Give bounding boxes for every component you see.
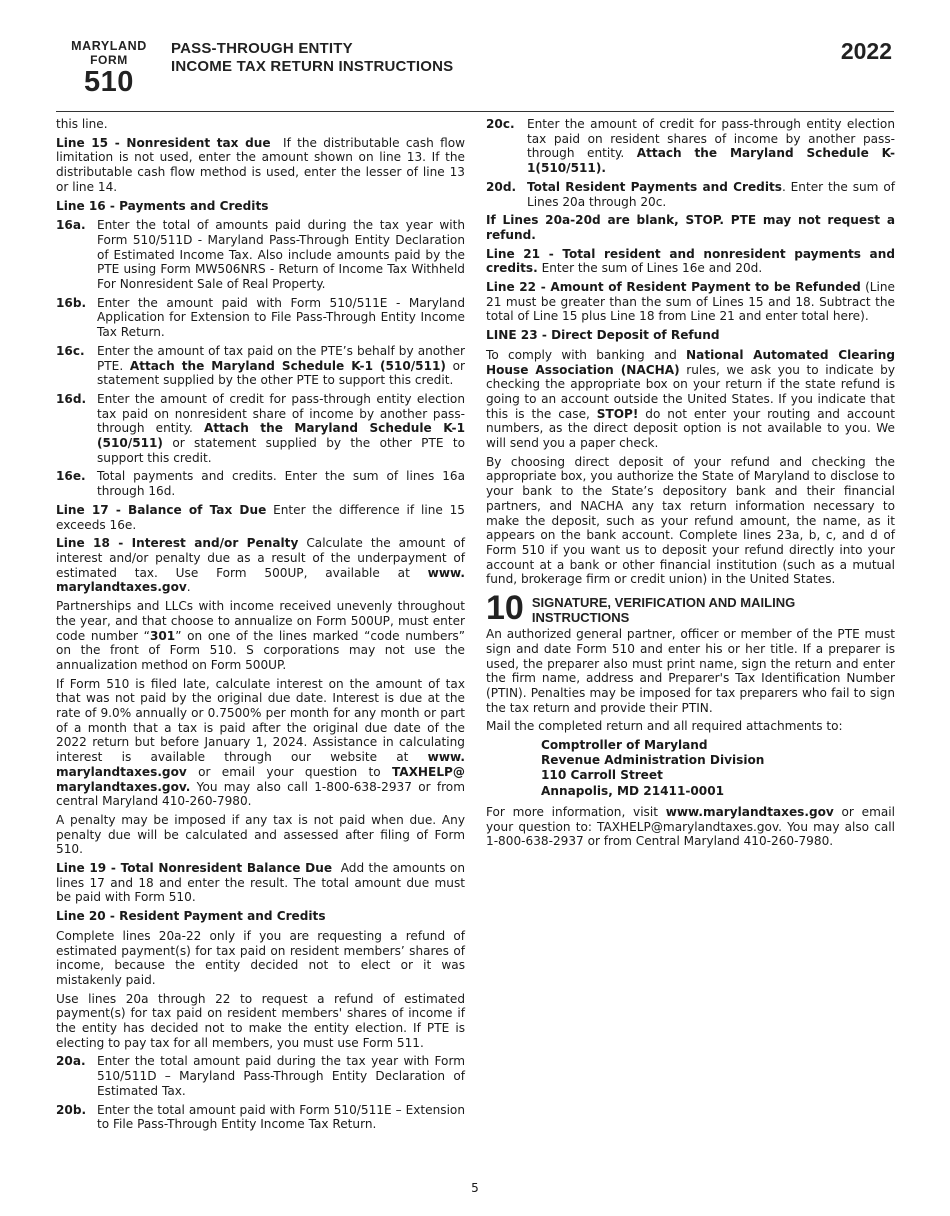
comply-text-d: do not enter your routing and account numbers, as the direct deposit option is not available to you. We will send you a paper check. [486, 406, 895, 451]
line-21 [486, 247, 895, 276]
item-16d-attach: Attach the Maryland Schedule K-1 (510/511) [97, 421, 465, 451]
section-10-title-line-2: INSTRUCTIONS [531, 610, 630, 626]
page-number: 5 [471, 1181, 479, 1195]
signature-paragraph: An authorized general partner, officer or member of the PTE must sign and date Form 510 and enter his or her title. If a preparer is used, the preparer also must print name, sign the return and enter the firm name, address and Preparer's Tax Identification Number (PTIN). Penalties may be imposed for tax preparers who fail to sign the tax return and provide their PTIN. [486, 627, 895, 715]
form-badge [62, 40, 156, 97]
line-18-website: www. marylandtaxes.gov [56, 565, 465, 595]
mailing-address [541, 738, 895, 799]
line-16-heading: Line 16 - Payments and Credits [56, 198, 269, 213]
line-18-heading: Line 18 - Interest and/or Penalty [56, 536, 299, 551]
item-16c-text [97, 344, 465, 388]
more-info-text-a: For more information, visit [486, 804, 658, 819]
late-text-b: or email your question to [198, 764, 381, 779]
comply-text-c: rules, we ask you to indicate by checking the appropriate box on your return if the state refund is going to an account outside the United States. If you indicate that this is the case, [486, 362, 895, 421]
address-line-1: Comptroller of Maryland [541, 738, 708, 753]
address-line-4: Annapolis, MD 21411-0001 [541, 783, 725, 798]
line-17-text: Enter the difference if line 15 exceeds 16e. [56, 502, 465, 532]
line-19 [56, 861, 465, 905]
direct-deposit-paragraph: By choosing direct deposit of your refund and checking the appropriate box, you authorize the State of Maryland to disclose to your bank to the State’s depository bank and their financial partners, and NACHA any tax return information necessary to make the deposit, such as your refund amount, the name, as it appears on the bank account. Complete lines 23a, b, c, and d of Form 510 if you want us to deposit your refund directly into your account at a bank or other financial institution (such as a mutual fund, brokerage firm or credit union) in the United States. [486, 454, 895, 587]
item-20a-text: Enter the total amount paid during the tax year with Form 510/511D – Maryland Pass-Through Entity Declaration of Estimated Tax. [97, 1054, 465, 1098]
item-16a [56, 218, 465, 292]
late-text-c: You may also call 1-800-638-2937 or from central Maryland 410-260-7980. [56, 779, 465, 809]
item-20b-key: 20b. [56, 1102, 87, 1117]
late-website: www. marylandtaxes.gov [56, 750, 465, 779]
annualize-text-b: ” on one of the lines marked “code numbers” on the front of Form 510. S corporations may not use the annualization method on Form 500UP. [56, 628, 465, 672]
item-20a-key: 20a. [56, 1054, 86, 1069]
line-23-heading: LINE 23 - Direct Deposit of Refund [486, 328, 720, 343]
item-16e-key: 16e. [56, 469, 86, 484]
line-18 [56, 536, 465, 595]
item-20d-part-c: . Enter the sum of Lines 20a through 20c. [527, 179, 895, 209]
item-16d-key: 16d. [56, 391, 87, 406]
continued-text: this line. [56, 117, 108, 131]
item-16a-key: 16a. [56, 218, 86, 233]
item-16b [56, 296, 465, 340]
line-20-heading: Line 20 - Resident Payment and Credits [56, 909, 326, 924]
line-22-text: (Line 21 must be greater than the sum of Lines 15 and 18. Subtract the total of Line 15 plus Line 18 from Line 21 and enter total here). [486, 280, 895, 324]
header-rule [56, 111, 894, 112]
late-text-a: If Form 510 is filed late, calculate interest on the amount of tax that was not paid by the original due date. Interest is due at the rate of 9.0% annually or 0.7500% per month for any month or part of a month that a tax is paid after the original due date of the 2022 return but before January 1, 2024. Assistance in calculating interest is available through our website at [56, 676, 465, 765]
item-20c [486, 117, 895, 176]
annualize-text-a: Partnerships and LLCs with income received unevenly throughout the year, and that choose to annualize on Form 500UP, must enter code number “ [56, 599, 465, 643]
item-16a-text: Enter the total of amounts paid during the tax year with Form 510/511D - Maryland Pass-Through Entity Declaration of Estimated Income Tax. Also include amounts paid by the PTE using Form MW506NRS - Return of Income Tax Withheld For Nonresident Sale of Real Property. [97, 218, 465, 292]
item-16b-key: 16b. [56, 295, 87, 310]
state-label: MARYLAND [71, 39, 147, 53]
right-column [486, 117, 895, 853]
page-title [171, 40, 453, 76]
item-16c-part-c: or statement supplied by the other PTE to support this credit. [97, 358, 465, 388]
address-line-2: Revenue Administration Division [541, 753, 765, 768]
comply-text-a: To comply with banking and [486, 347, 677, 362]
item-20c-key: 20c. [486, 117, 515, 131]
item-20a [56, 1054, 465, 1098]
more-info-paragraph [486, 805, 895, 849]
item-16e-text: Total payments and credits. Enter the sum of lines 16a through 16d. [97, 469, 465, 499]
line-19-heading: Line 19 - Total Nonresident Balance Due [56, 861, 333, 876]
address-line-3: 110 Carroll Street [541, 768, 663, 783]
item-20d-key: 20d. [486, 179, 517, 194]
line-22-heading: Line 22 - Amount of Resident Payment to be Refunded [486, 280, 861, 295]
line-15-text: If the distributable cash flow limitation is not used, enter the amount shown on line 13. If the distributable cash flow method is used, enter the lesser of line 13 or line 14. [56, 135, 465, 194]
item-20c-attach: Attach the Maryland Schedule K-1(510/511). [527, 146, 895, 176]
item-20d [486, 180, 895, 209]
item-20d-text [527, 180, 895, 209]
comply-nacha: National Automated Clearing House Association (NACHA) [486, 347, 895, 377]
more-info-website: www.marylandtaxes.gov [665, 804, 834, 819]
section-10-title-line-1: SIGNATURE, VERIFICATION AND MAILING [531, 595, 796, 611]
comply-paragraph [486, 348, 895, 451]
left-column [56, 117, 465, 1132]
line-18-text: Calculate the amount of interest and/or penalty due as a result of the underpayment of estimated tax. Use Form 500UP, available at [56, 536, 465, 580]
item-16d-part-a: Enter the amount of credit for pass-through entity election tax paid on nonresident share of income by another pass-through entity. [97, 391, 465, 436]
use-lines-paragraph: Use lines 20a through 22 to request a refund of estimated payment(s) for tax paid on resident members' shares of income if the entity has decided not to make the entity election. If PTE is electing to pay tax for all members, you must use Form 511. [56, 991, 465, 1050]
item-20c-text [527, 117, 895, 176]
item-16c-key: 16c. [56, 343, 85, 358]
item-20d-heading: Total Resident Payments and Credits [527, 179, 782, 194]
line-15 [56, 136, 465, 195]
penalty-paragraph: A penalty may be imposed if any tax is not paid when due. Any penalty due will be calculated and assessed after filing of Form 510. [56, 812, 465, 857]
section-10-heading [486, 589, 895, 628]
more-info-text-b: or email your question to: TAXHELP@marylandtaxes.gov. You may also call 1-800-638-2937 or from Central Maryland 410-260-7980. [486, 804, 895, 849]
item-20b [56, 1103, 465, 1132]
item-16c-part-a: Enter the amount of tax paid on the PTE’s behalf by another PTE. [97, 343, 465, 373]
item-16c-attach: Attach the Maryland Schedule K-1 (510/511) [129, 358, 446, 373]
line-17 [56, 503, 465, 532]
item-16e [56, 469, 465, 498]
stop-notice [486, 213, 895, 242]
item-16c [56, 344, 465, 388]
item-20c-part-a: Enter the amount of credit for pass-through entity election tax paid on resident shares of income by another pass-through entity. [527, 117, 895, 161]
line-17-heading: Line 17 - Balance of Tax Due [56, 502, 267, 517]
comply-stop: STOP! [596, 406, 639, 421]
annualize-paragraph [56, 599, 465, 673]
title-line-2: INCOME TAX RETURN INSTRUCTIONS [171, 58, 454, 75]
mail-paragraph: Mail the completed return and all required attachments to: [486, 719, 843, 734]
annualize-code: 301 [149, 628, 176, 643]
stop-notice-text: If Lines 20a-20d are blank, STOP. PTE may not request a refund. [486, 213, 895, 242]
item-16b-text: Enter the amount paid with Form 510/511E - Maryland Application for Extension to File Pass-Through Entity Income Tax Return. [97, 295, 465, 340]
line-22 [486, 280, 895, 324]
section-10-number: 10 [486, 589, 524, 628]
line-21-heading: Line 21 - Total resident and nonresident payments and credits. [486, 246, 895, 276]
late-email: TAXHELP@ marylandtaxes.gov. [56, 764, 465, 794]
tax-year: 2022 [840, 38, 892, 64]
item-16d [56, 392, 465, 466]
item-16d-part-c: or statement supplied by the other PTE to support this credit. [97, 436, 465, 465]
line-15-heading: Line 15 - Nonresident tax due [56, 135, 271, 150]
item-20b-text: Enter the total amount paid with Form 510/511E – Extension to File Pass-Through Entity Income Tax Return. [97, 1102, 465, 1132]
line-18-end: . [186, 580, 191, 595]
late-filing-paragraph [56, 677, 465, 809]
title-line-1: PASS-THROUGH ENTITY [171, 40, 353, 57]
complete-paragraph: Complete lines 20a-22 only if you are requesting a refund of estimated payment(s) for tax paid on resident members’ shares of income, because the entity decided not to elect or it was mistakenly paid. [56, 928, 465, 987]
section-10-title [532, 593, 795, 625]
line-19-text: Add the amounts on lines 17 and 18 and enter the result. The total amount due must be paid with Form 510. [56, 861, 465, 905]
form-label: FORM [90, 53, 128, 67]
item-16d-text [97, 392, 465, 466]
line-21-text: Enter the sum of Lines 16e and 20d. [541, 261, 763, 276]
form-number: 510 [84, 66, 134, 98]
